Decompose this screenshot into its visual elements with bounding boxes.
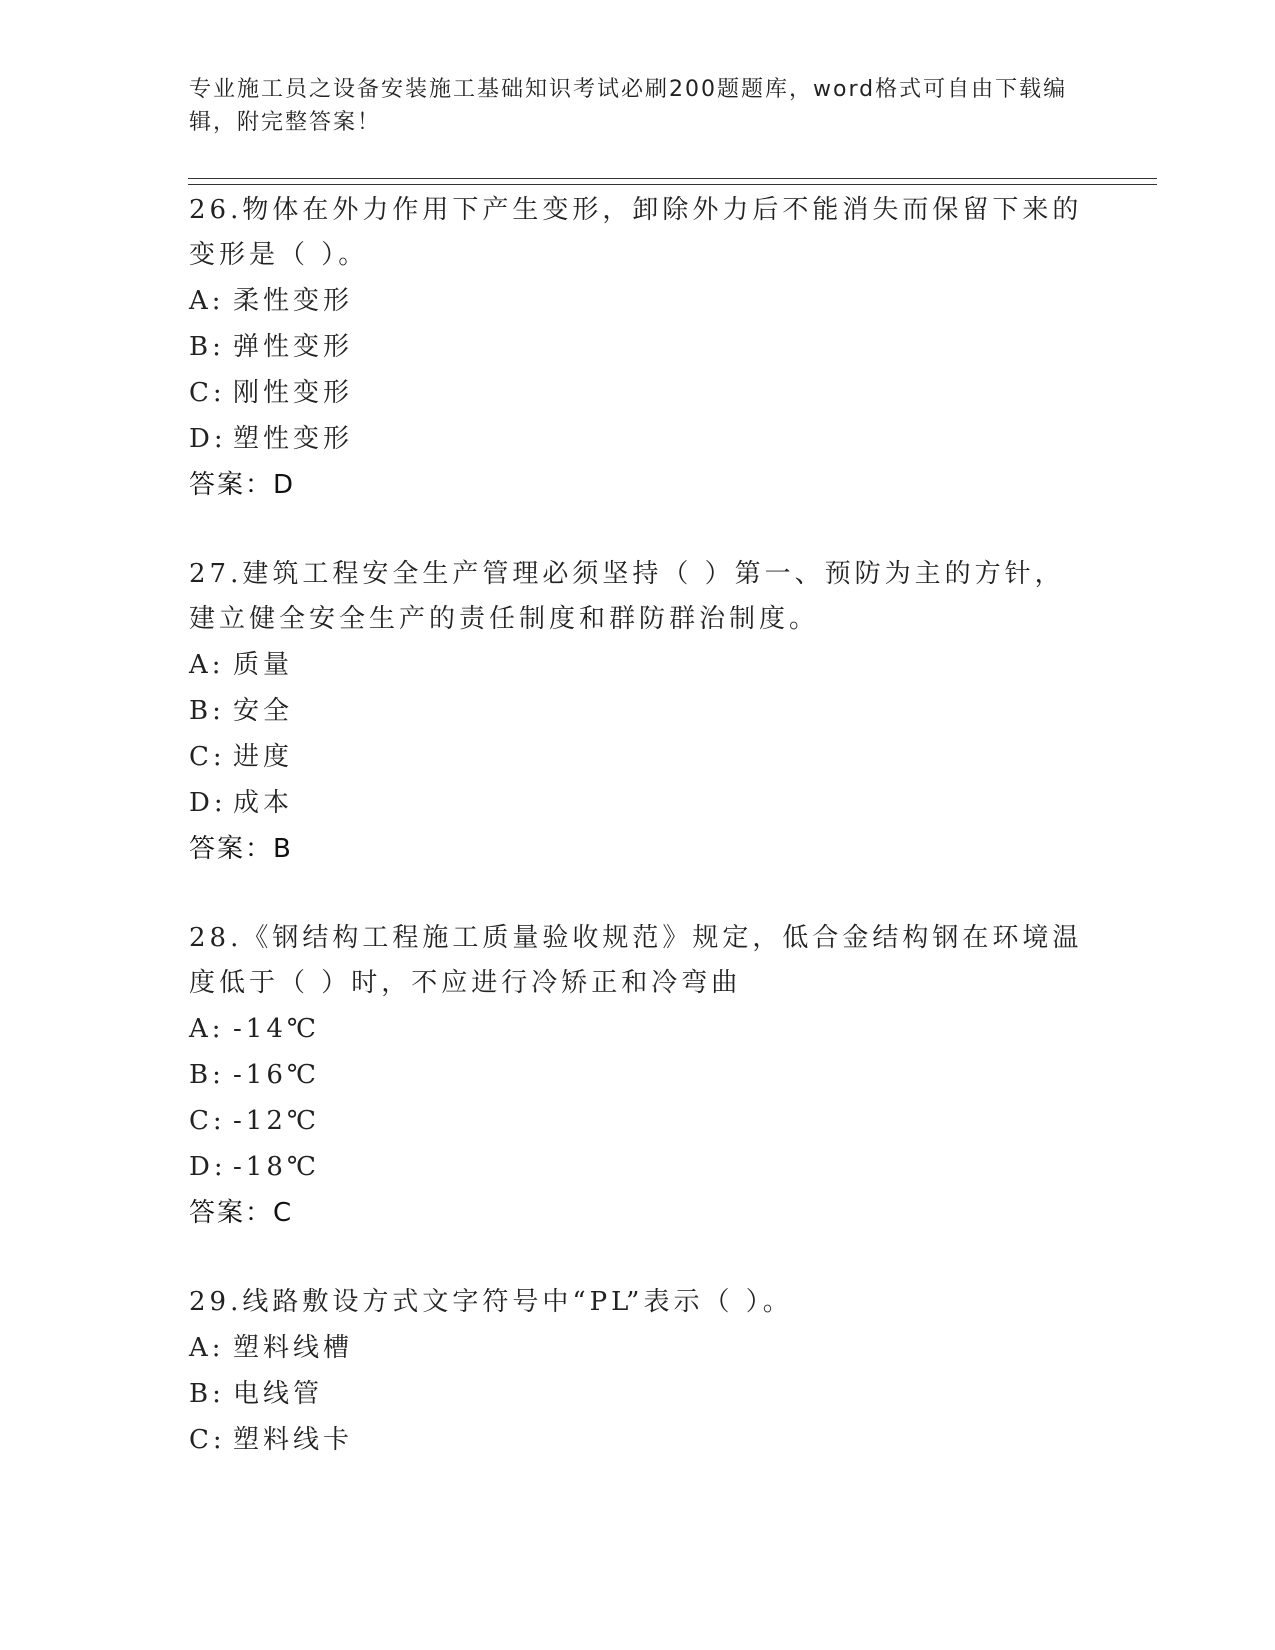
option-key: A:: [189, 286, 225, 316]
option-key: C:: [189, 378, 226, 408]
option-key: D:: [189, 1152, 227, 1182]
question-stem: 27.建筑工程安全生产管理必须坚持（ ）第一、预防为主的方针，建立健全安全生产的责任制度和群防群治制度。: [189, 559, 1065, 634]
option-text: 质量: [233, 650, 294, 680]
option-text: 进度: [233, 742, 294, 772]
answer-line: 答案：D: [189, 470, 296, 500]
option-key: A:: [189, 1333, 225, 1363]
option-text: 电线管: [233, 1379, 324, 1409]
option-key: C:: [189, 1425, 226, 1455]
header-rule-bottom: [188, 184, 1157, 185]
answer-line: 答案：C: [189, 1198, 294, 1228]
option-text: 塑料线槽: [233, 1333, 354, 1363]
option-key: D:: [189, 424, 227, 454]
option-d: [189, 1144, 1089, 1190]
document-header: 专业施工员之设备安装施工基础知识考试必刷200题题库，word格式可自由下载编辑，附完整答案！: [189, 77, 1068, 135]
option-key: A:: [189, 1014, 225, 1044]
option-key: D:: [189, 788, 227, 818]
option-text: 塑料线卡: [233, 1425, 354, 1455]
option-b: [189, 1052, 1089, 1098]
answer-line: 答案：B: [189, 834, 293, 864]
option-text: -14℃: [233, 1014, 320, 1044]
option-text: -16℃: [233, 1060, 320, 1090]
option-c: [189, 370, 1089, 416]
option-key: C:: [189, 742, 226, 772]
option-key: B:: [189, 332, 225, 362]
option-a: [189, 1006, 1089, 1052]
option-c: [189, 734, 1089, 780]
option-d: [189, 416, 1089, 462]
option-d: [189, 780, 1089, 826]
option-b: [189, 688, 1089, 734]
option-text: 塑性变形: [233, 424, 354, 454]
option-text: -12℃: [233, 1106, 320, 1136]
option-key: A:: [189, 650, 225, 680]
option-text: 弹性变形: [233, 332, 354, 362]
option-key: B:: [189, 1060, 225, 1090]
option-c: [189, 1098, 1089, 1144]
question-28: [189, 916, 1089, 1236]
option-key: B:: [189, 696, 225, 726]
question-stem: 29.线路敷设方式文字符号中“PL”表示（ ）。: [189, 1287, 793, 1317]
option-text: 成本: [233, 788, 294, 818]
option-key: C:: [189, 1106, 226, 1136]
option-text: 柔性变形: [233, 286, 354, 316]
question-26: [189, 188, 1089, 508]
option-text: 安全: [233, 696, 294, 726]
option-c: [189, 1417, 1089, 1463]
option-b: [189, 324, 1089, 370]
option-b: [189, 1371, 1089, 1417]
option-a: [189, 278, 1089, 324]
option-a: [189, 1325, 1089, 1371]
option-text: -18℃: [233, 1152, 320, 1182]
question-29: [189, 1280, 1089, 1463]
question-27: [189, 552, 1089, 872]
option-key: B:: [189, 1379, 225, 1409]
question-stem: 26.物体在外力作用下产生变形，卸除外力后不能消失而保留下来的变形是（ ）。: [189, 195, 1083, 270]
option-text: 刚性变形: [233, 378, 354, 408]
header-rule-top: [188, 178, 1157, 179]
question-stem: 28.《钢结构工程施工质量验收规范》规定，低合金结构钢在环境温度低于（ ）时，不应进行冷矫正和冷弯曲: [189, 923, 1083, 998]
option-a: [189, 642, 1089, 688]
